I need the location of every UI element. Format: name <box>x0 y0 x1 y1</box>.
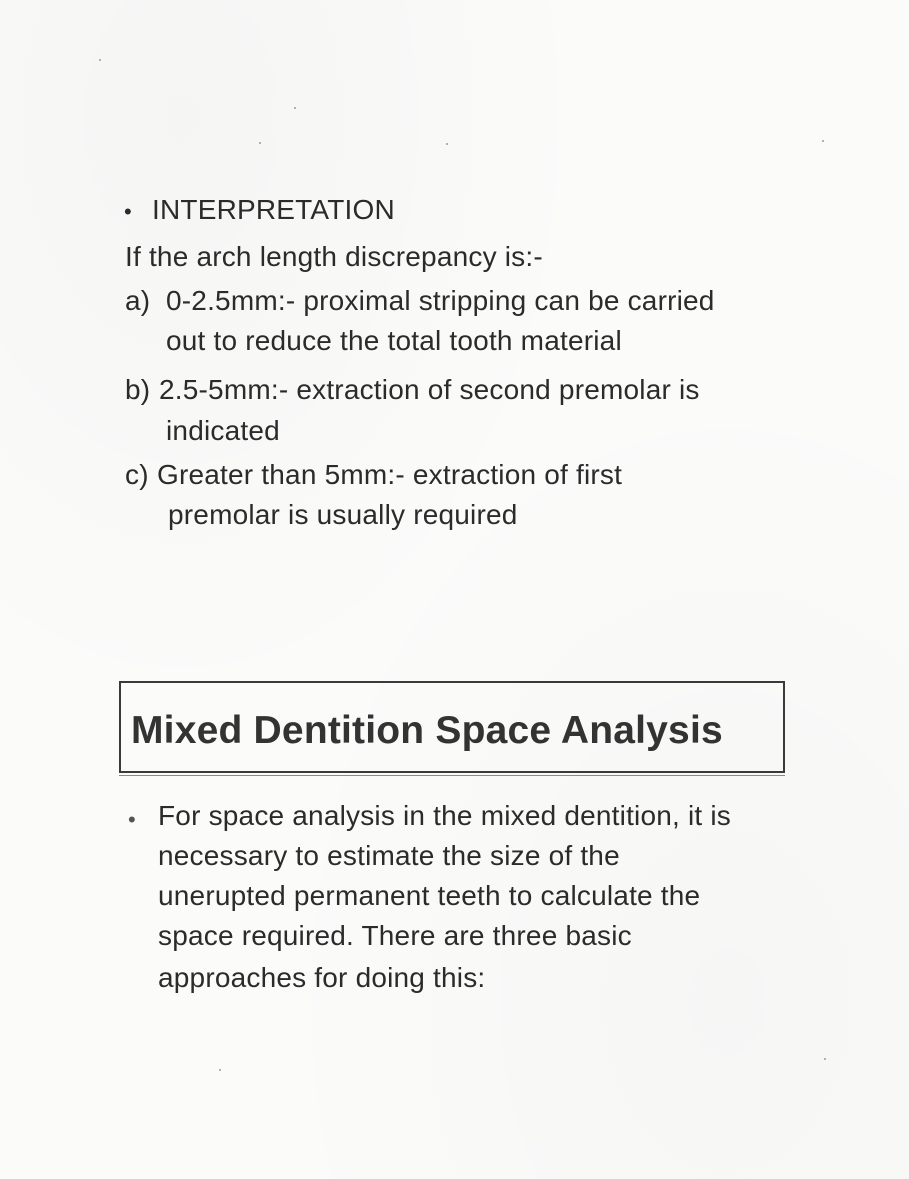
list-item-a-line2: out to reduce the total tooth material <box>166 325 622 356</box>
list-item-marker-c: c) <box>125 459 149 490</box>
paragraph-line-5: approaches for doing this: <box>158 962 486 993</box>
scan-speck <box>99 59 101 61</box>
scan-speck <box>446 143 448 145</box>
scan-speck <box>822 140 824 142</box>
list-item-c-line1: Greater than 5mm:- extraction of first <box>157 459 623 490</box>
scan-speck <box>259 142 261 144</box>
list-item-b-line1: 2.5-5mm:- extraction of second premolar is <box>159 374 700 405</box>
paragraph-line-1: For space analysis in the mixed dentition, it is <box>158 800 731 831</box>
scan-speck <box>219 1069 221 1071</box>
interpretation-heading: INTERPRETATION <box>152 194 395 225</box>
paragraph-line-3: unerupted permanent teeth to calculate the <box>158 880 701 911</box>
bullet-icon: • <box>128 807 136 832</box>
paragraph-line-2: necessary to estimate the size of the <box>158 840 620 871</box>
list-item-marker-a: a) <box>125 285 151 316</box>
list-item-a-line1: 0-2.5mm:- proximal stripping can be carried <box>166 285 715 316</box>
list-item-b-line2: indicated <box>166 415 280 446</box>
section-title-box <box>119 681 785 773</box>
scan-speck <box>294 107 296 109</box>
section-title: Mixed Dentition Space Analysis <box>131 709 723 752</box>
list-item-marker-b: b) <box>125 374 151 405</box>
bullet-icon: • <box>124 199 132 224</box>
paragraph-line-4: space required. There are three basic <box>158 920 632 951</box>
scan-speck <box>824 1058 826 1060</box>
list-item-c-line2: premolar is usually required <box>168 499 518 530</box>
interpretation-intro: If the arch length discrepancy is:- <box>125 241 543 272</box>
